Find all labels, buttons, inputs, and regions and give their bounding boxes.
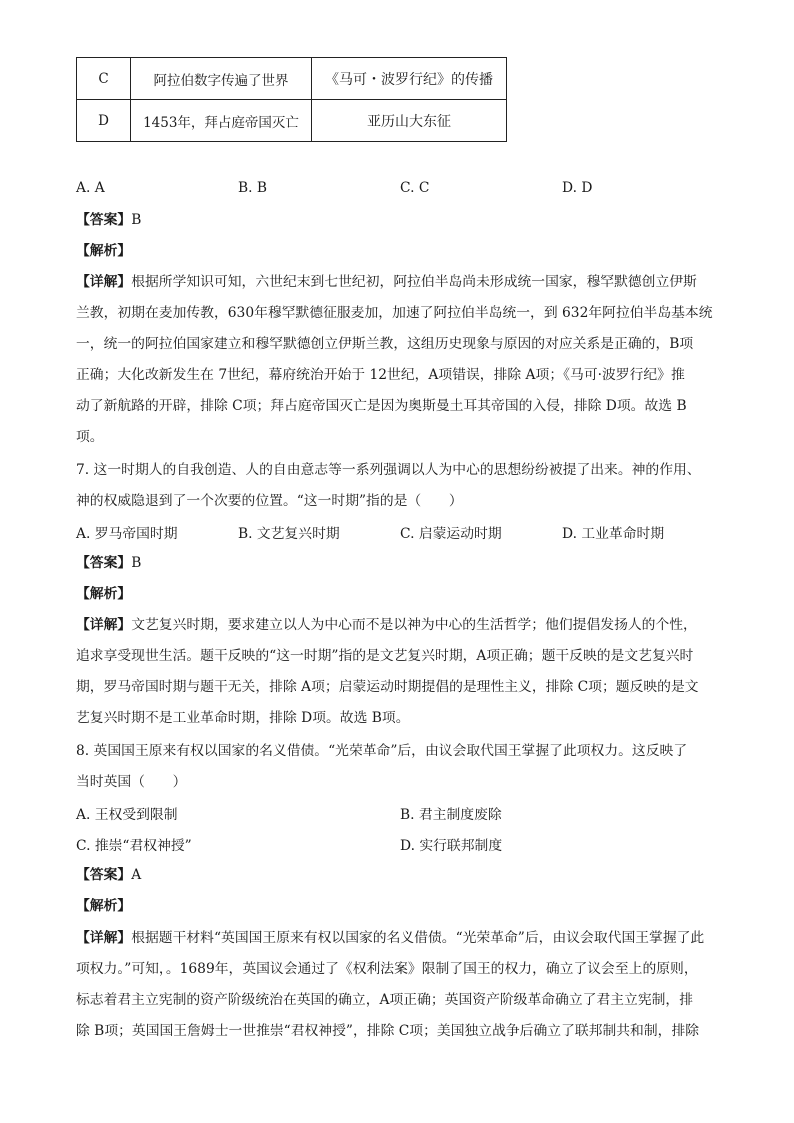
table-cell: D [77,100,131,142]
q6-detail-line: 【详解】根据所学知识可知，六世纪末到七世纪初，阿拉伯半岛尚未形成统一国家，穆罕默德创立伊斯 [76,274,697,290]
q8-detail-line: 【详解】根据题干材料“英国国王原来有权以国家的名义借债。“光荣革命”后，由议会取代国王掌握了此 [76,930,705,946]
q6-detail-line: 一，统一的阿拉伯国家建立和穆罕默德创立伊斯兰教，这组历史现象与原因的对应关系是正确的，B项 [76,336,694,352]
q7-option-c: C. 启蒙运动时期 [400,526,502,542]
q6-option-b: B. B [238,180,268,196]
q7-option-b: B. 文艺复兴时期 [238,526,340,542]
q7-detail-line: 【详解】文艺复兴时期，要求建立以人为中心而不是以神为中心的生活哲学；他们提倡发扬人的个性， [76,617,697,633]
table-cell: 《马可・波罗行纪》的传播 [312,58,507,100]
section-label: 【详解】 [76,274,132,290]
q8-option-d: D. 实行联邦制度 [400,838,503,854]
q6-detail-line: 正确；大化改新发生在 7世纪，幕府统治开始于 12世纪，A项错误，排除 A项；《马可·波罗行纪》推 [76,367,685,383]
q7-option-d: D. 工业革命时期 [562,526,665,542]
q7-stem-line: 7. 这一时期人的自我创造、人的自由意志等一系列强调以人为中心的思想纷纷被提了出来。神的作用、 [76,462,701,478]
section-label: 【答案】 [76,555,132,571]
q7-detail-line: 期，罗马帝国时期与题干无关，排除 A项；启蒙运动时期提倡的是理性主义，排除 C项；题反映的是文 [76,679,699,695]
table-cell: 亚历山大东征 [312,100,507,142]
q7-detail-line: 追求享受现世生活。题干反映的“这一时期”指的是文艺复兴时期，A项正确；题干反映的是文艺复兴时 [76,648,694,664]
q7-answer: 【答案】B [76,555,142,571]
q8-detail-line: 标志着君主立宪制的资产阶级统治在英国的确立，A项正确；英国资产阶级革命确立了君主立宪制，排 [76,992,694,1008]
table-cell: 阿拉伯数字传遍了世界 [131,58,312,100]
options-table [76,57,507,142]
section-label: 【答案】 [76,867,132,883]
q8-option-b: B. 君主制度废除 [400,807,502,823]
q7-stem-line: 神的权威隐退到了一个次要的位置。“这一时期”指的是（ ） [76,493,463,509]
table-row [77,58,507,100]
q8-detail-line: 除 B项；英国国王詹姆士一世推崇“君权神授”，排除 C项；美国独立战争后确立了联邦制共和制，排除 [76,1023,700,1039]
q8-option-c: C. 推崇“君权神授” [76,838,192,854]
q6-answer: 【答案】B [76,212,142,228]
table-cell: 1453年，拜占庭帝国灭亡 [131,100,312,142]
q6-detail-line: 动了新航路的开辟，排除 C项；拜占庭帝国灭亡是因为奥斯曼土耳其帝国的入侵，排除 D项。故选 B [76,398,687,414]
q8-stem-line: 当时英国（ ） [76,774,187,790]
q6-option-d: D. D [562,180,593,196]
table-row [77,100,507,142]
section-label: 【详解】 [76,617,132,633]
q6-option-c: C. C [400,180,430,196]
q6-detail-line: 兰教，初期在麦加传教，630年穆罕默德征服麦加，加速了阿拉伯半岛统一，到 632年阿拉伯半岛基本统 [76,305,713,321]
section-label: 【解析】 [76,898,132,914]
q8-answer: 【答案】A [76,867,142,883]
q8-detail-line: 项权力。”可知，。1689年，英国议会通过了《权利法案》限制了国王的权力，确立了议会至上的原则， [76,961,698,977]
q7-analysis-label [76,584,131,604]
section-label: 【详解】 [76,930,132,946]
q8-option-a: A. 王权受到限制 [76,807,178,823]
section-label: 【解析】 [76,586,132,602]
q6-detail-line: 项。 [76,429,104,445]
section-label: 【答案】 [76,212,132,228]
q7-option-a: A. 罗马帝国时期 [76,526,178,542]
q8-analysis-label [76,896,131,916]
table-cell: C [77,58,131,100]
q8-stem-line: 8. 英国国王原来有权以国家的名义借债。“光荣革命”后，由议会取代国王掌握了此项权力。这反映了 [76,743,688,759]
q7-detail-line: 艺复兴时期不是工业革命时期，排除 D项。故选 B项。 [76,710,410,726]
q6-analysis-label [76,241,131,261]
section-label: 【解析】 [76,243,132,259]
q6-option-a: A. A [76,180,105,196]
